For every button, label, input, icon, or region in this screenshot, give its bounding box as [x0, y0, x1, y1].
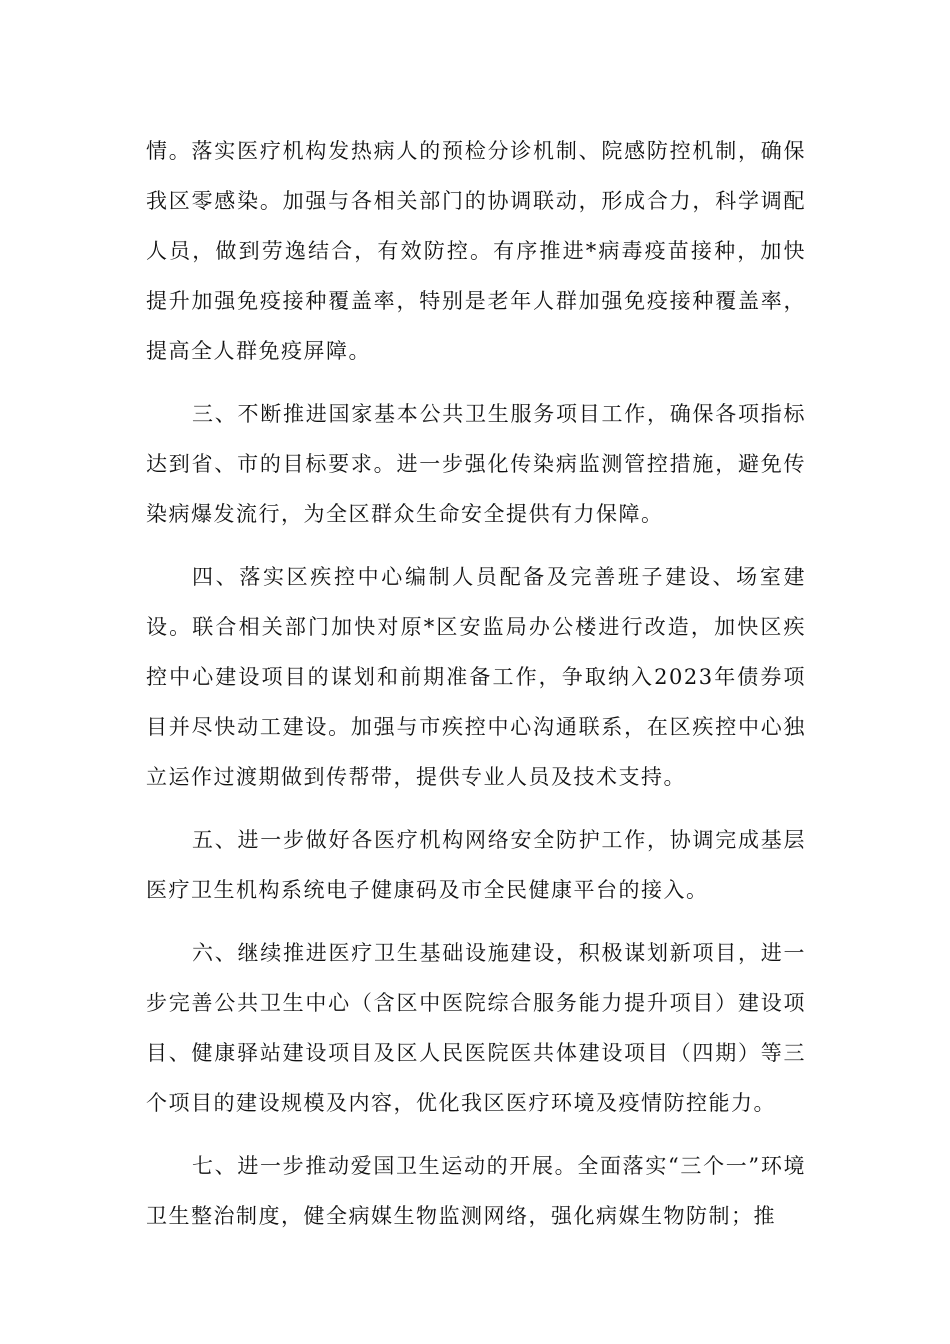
document-body	[146, 126, 806, 1254]
paragraph-section-5: 五、进一步做好各医疗机构网络安全防护工作，协调完成基层医疗卫生机构系统电子健康码及市全民健康平台的接入。	[146, 828, 806, 902]
paragraph-continuation: 情。落实医疗机构发热病人的预检分诊机制、院感防控机制，确保我区零感染。加强与各相关部门的协调联动，形成合力，科学调配人员，做到劳逸结合，有效防控。有序推进*病毒疫苗接种，加快提升加强免疫接种覆盖率，特别是老年人群加强免疫接种覆盖率，提高全人群免疫屏障。	[146, 139, 806, 363]
paragraph-section-3: 三、不断推进国家基本公共卫生服务项目工作，确保各项指标达到省、市的目标要求。进一步强化传染病监测管控措施，避免传染病爆发流行，为全区群众生命安全提供有力保障。	[146, 402, 806, 526]
paragraph-section-4: 四、落实区疾控中心编制人员配备及完善班子建设、场室建设。联合相关部门加快对原*区安监局办公楼进行改造，加快区疾控中心建设项目的谋划和前期准备工作，争取纳入2023年债券项目并尽快动工建设。加强与市疾控中心沟通联系，在区疾控中心独立运作过渡期做到传帮带，提供专业人员及技术支持。	[146, 565, 806, 789]
paragraph-section-6: 六、继续推进医疗卫生基础设施建设，积极谋划新项目，进一步完善公共卫生中心（含区中医院综合服务能力提升项目）建设项目、健康驿站建设项目及区人民医院医共体建设项目（四期）等三个项目的建设规模及内容，优化我区医疗环境及疫情防控能力。	[146, 941, 806, 1115]
paragraph-section-7: 七、进一步推动爱国卫生运动的开展。全面落实“三个一”环境卫生整治制度，健全病媒生物监测网络，强化病媒生物防制；推	[146, 1154, 806, 1228]
